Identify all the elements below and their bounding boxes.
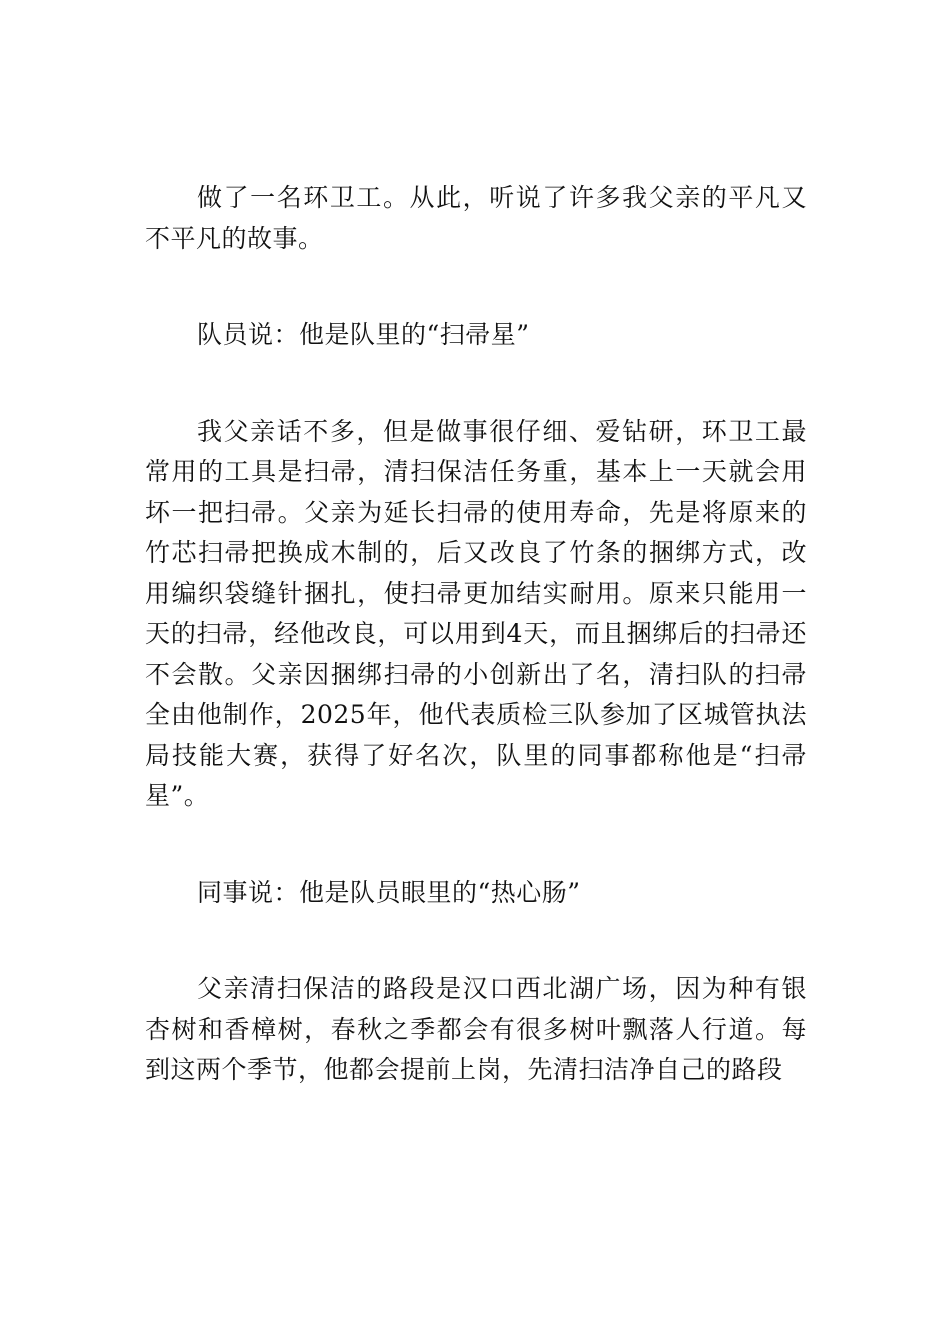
section-heading-warm-hearted: 同事说：他是队员眼里的“热心肠” [197,877,581,907]
paragraph-intro: 做了一名环卫工。从此，听说了许多我父亲的平凡又不平凡的故事。 [145,183,807,253]
paragraph-square-cleaning: 父亲清扫保洁的路段是汉口西北湖广场，因为种有银杏树和香樟树，春秋之季都会有很多树叶飘落人行道。每到这两个季节，他都会提前上岗，先清扫洁净自己的路段 [145,974,807,1084]
section-heading-broom-star: 队员说：他是队里的“扫帚星” [197,320,530,349]
paragraph-broom-story: 我父亲话不多，但是做事很仔细、爱钻研，环卫工最常用的工具是扫帚，清扫保洁任务重，基本上一天就会用坏一把扫帚。父亲为延长扫帚的使用寿命，先是将原来的竹芯扫帚把换成木制的，后又改良了竹条的捆绑方式，改用编织袋缝针捆扎，使扫帚更加结实耐用。原来只能用一天的扫帚，经他改良，可以用到4天，而且捆绑后的扫帚还不会散。父亲因捆绑扫帚的小创新出了名，清扫队的扫帚全由他制作，2025年，他代表质检三队参加了区城管执法局技能大赛，获得了好名次，队里的同事都称他是“扫帚星”。 [145,416,807,810]
document-body [145,178,807,1091]
